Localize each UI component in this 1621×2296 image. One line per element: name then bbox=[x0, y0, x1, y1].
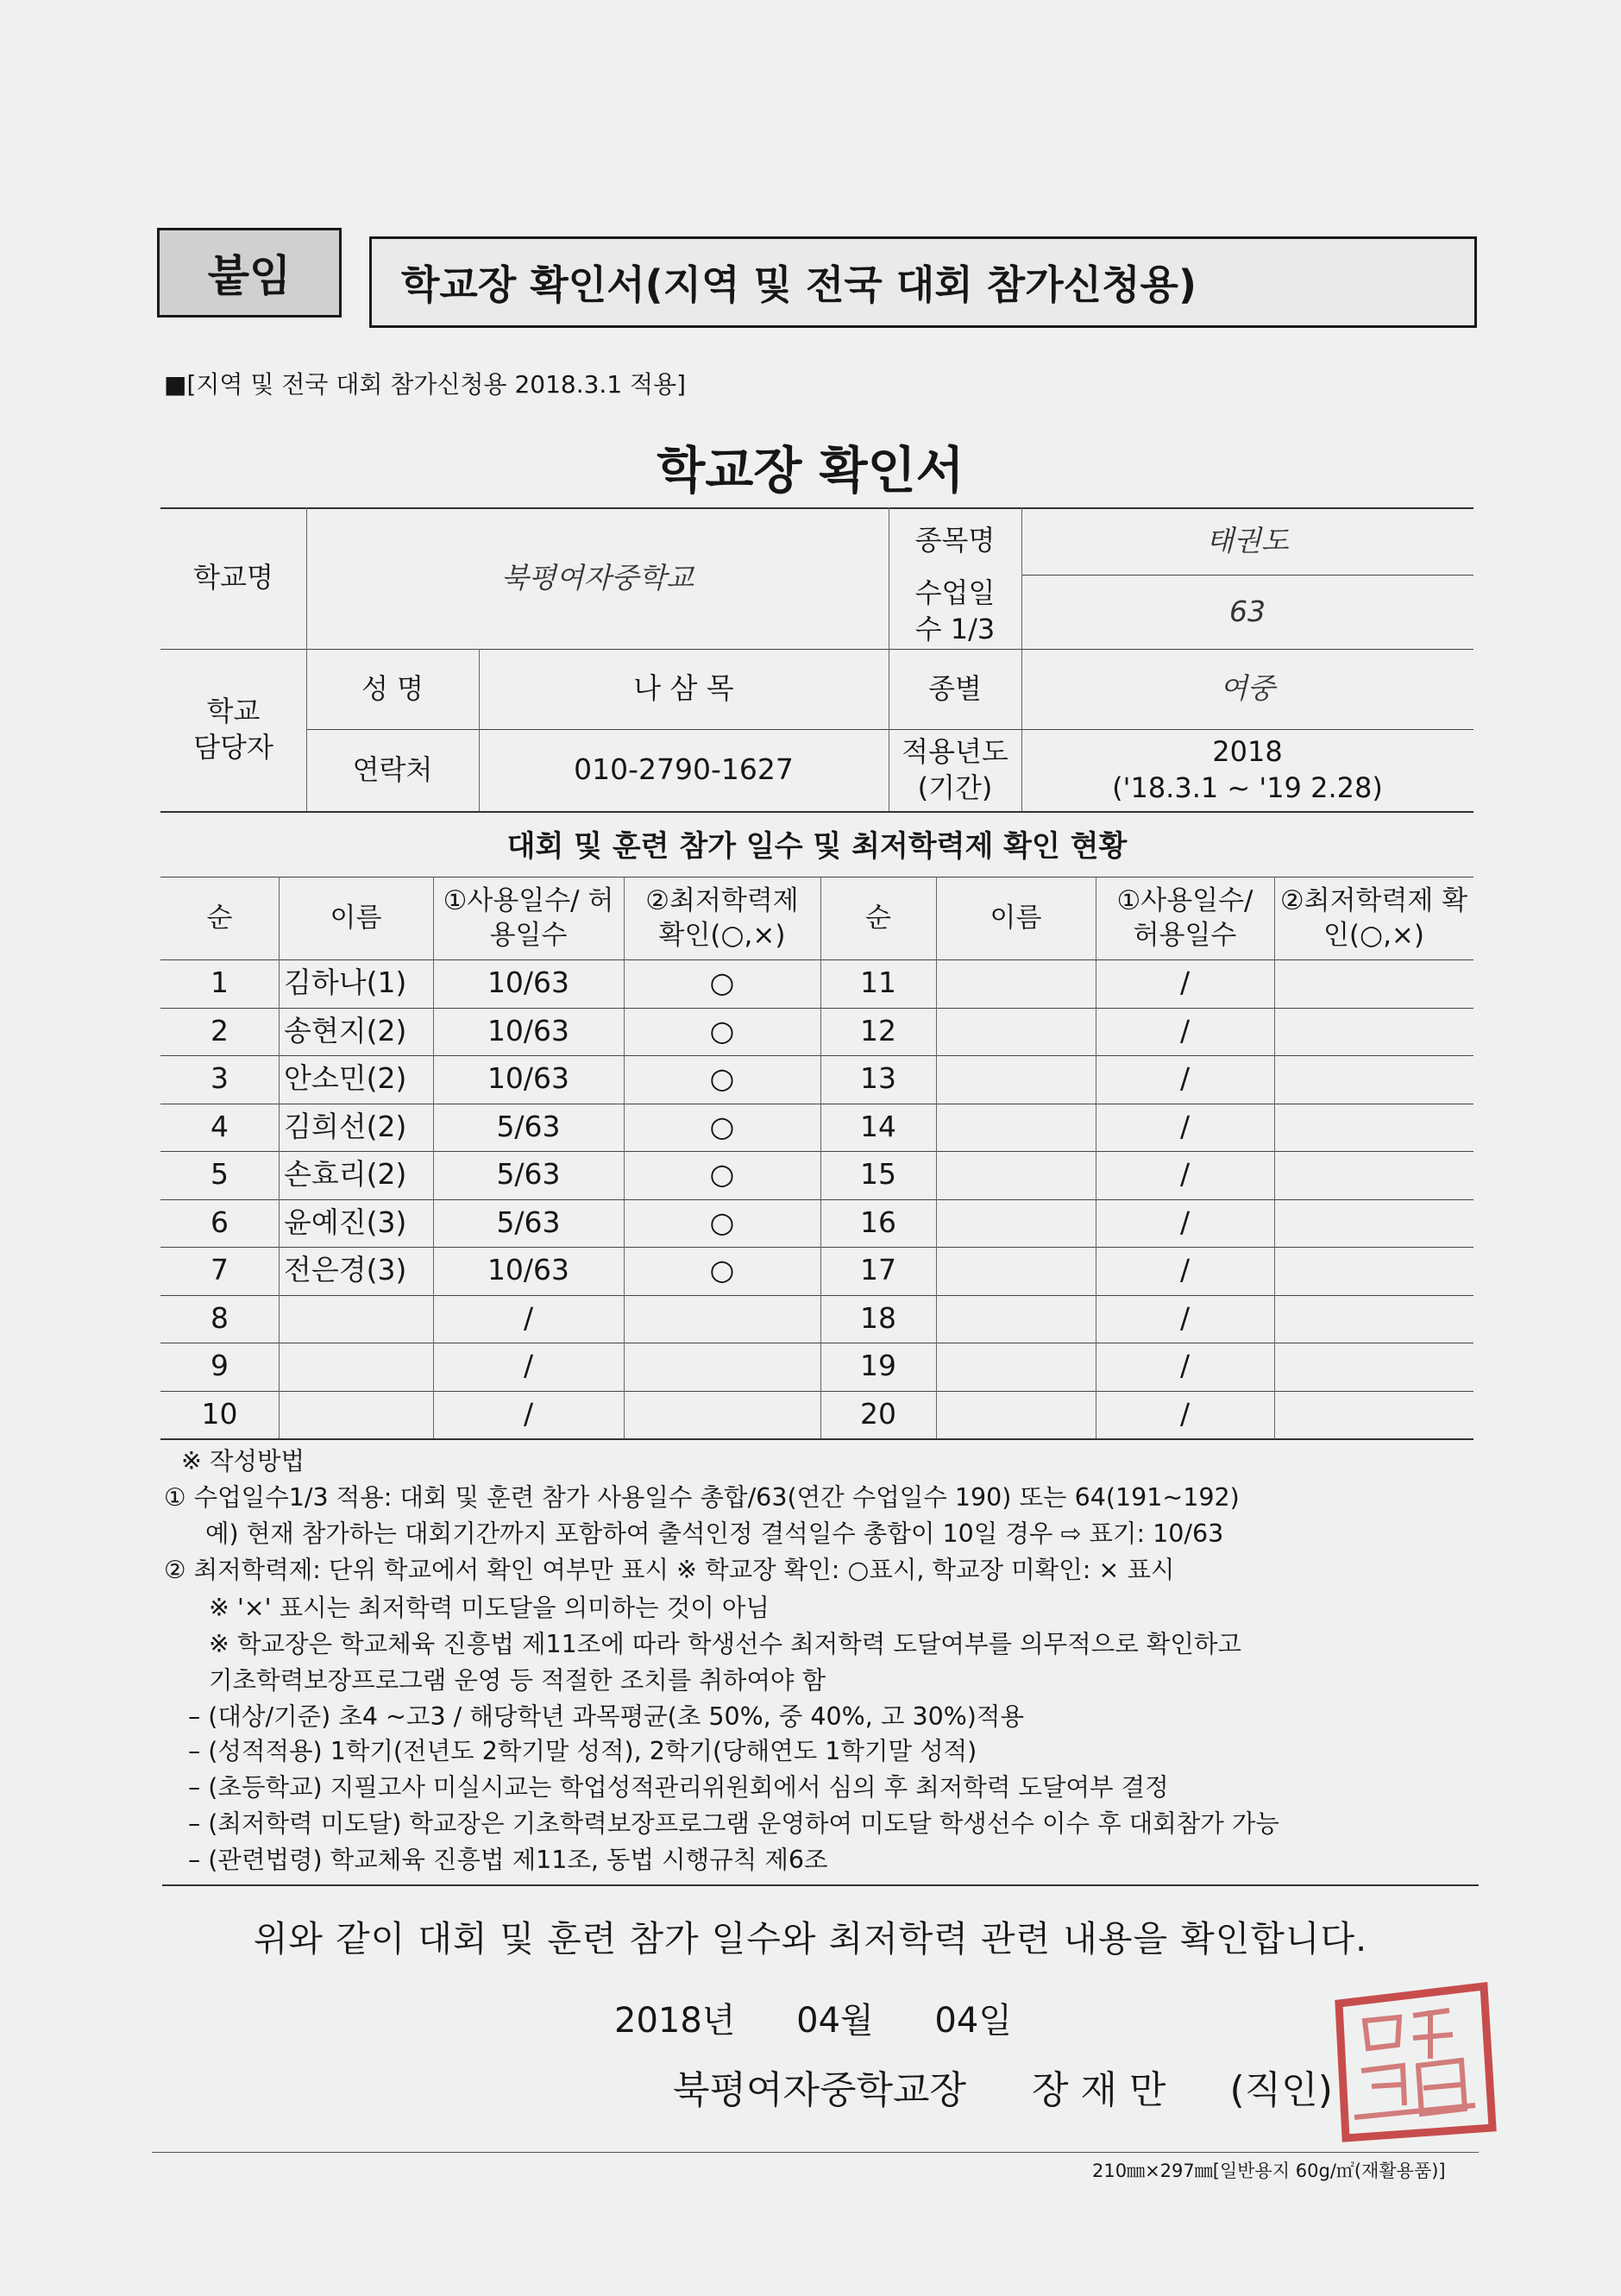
header-no-right: 순 bbox=[865, 902, 891, 934]
table-cell-name bbox=[936, 1343, 1096, 1391]
guide-line: – (대상/기준) 초4 ~고3 / 해당학년 과목평균(초 50%, 중 40%, 고 30%)적용 bbox=[188, 1702, 1024, 1731]
category-label: 종별 bbox=[928, 671, 982, 705]
section-title: 대회 및 훈련 참가 일수 및 최저학력제 확인 현황 bbox=[506, 828, 1128, 864]
guide-line: – (초등학교) 지필고사 미실시교는 학업성적관리위원회에서 심의 후 최저학력 도달여부 결정 bbox=[188, 1773, 1169, 1802]
table-cell-name bbox=[936, 1391, 1096, 1439]
header-check-left: ②최저학력제 확인(○,×) bbox=[645, 884, 799, 951]
table-cell-no: 18 bbox=[860, 1300, 896, 1335]
guide-line: ※ 학교장은 학교체육 진흥법 제11조에 따라 학생선수 최저학력 도달여부를 의무적으로 확인하고 bbox=[209, 1630, 1241, 1658]
table-cell-check bbox=[1274, 1247, 1473, 1295]
header-title: 학교장 확인서(지역 및 전국 대회 참가신청용) bbox=[369, 236, 1477, 328]
table-cell-days: / bbox=[523, 1349, 534, 1383]
header-name-left: 이름 bbox=[330, 902, 382, 934]
table-cell-no: 11 bbox=[860, 966, 896, 1000]
principal-school: 북평여자중학교장 bbox=[673, 2068, 967, 2112]
table-cell-check: ○ bbox=[709, 1061, 735, 1096]
document-title: 학교장 확인서 bbox=[657, 441, 964, 500]
guide-line: ② 최저학력제: 단위 학교에서 확인 여부만 표시 ※ 학교장 확인: ○표시, 학교장 미확인: × 표시 bbox=[164, 1556, 1175, 1584]
table-cell-no: 12 bbox=[860, 1013, 896, 1047]
table-cell-no: 1 bbox=[210, 966, 229, 1000]
header-name-right: 이름 bbox=[990, 902, 1042, 934]
issue-date bbox=[614, 1993, 1012, 2042]
table-cell-check: ○ bbox=[709, 1253, 735, 1287]
table-cell-check: ○ bbox=[709, 1109, 735, 1143]
confirmation-statement: 위와 같이 대회 및 훈련 참가 일수와 최저학력 관련 내용을 확인합니다. bbox=[253, 1918, 1368, 1959]
guide-line: 예) 현재 참가하는 대회기간까지 포함하여 출석인정 결석일수 총합이 10일 경우 ⇨ 표기: 10/63 bbox=[205, 1519, 1224, 1548]
official-seal bbox=[1320, 1976, 1503, 2145]
principal-name: 장 재 만 bbox=[1032, 2068, 1166, 2112]
table-cell-check bbox=[1274, 1199, 1473, 1248]
table-cell-no: 15 bbox=[860, 1157, 896, 1192]
paper-spec-footer: 210㎜×297㎜[일반용지 60g/㎡(재활용품)] bbox=[1092, 2161, 1446, 2181]
table-cell-name: 전은경(3) bbox=[284, 1253, 407, 1287]
phone-value: 010-2790-1627 bbox=[574, 752, 794, 787]
table-cell-no: 7 bbox=[210, 1253, 229, 1287]
table-cell-name: 손효리(2) bbox=[284, 1157, 407, 1192]
form-subtitle: ■[지역 및 전국 대회 참가신청용 2018.3.1 적용] bbox=[164, 370, 687, 399]
attachment-tag: 붙임 bbox=[157, 228, 342, 318]
table-cell-check bbox=[1274, 1151, 1473, 1199]
guide-line: 기초학력보장프로그램 운영 등 적절한 조치를 취하여야 함 bbox=[209, 1666, 826, 1695]
table-cell-no: 19 bbox=[860, 1349, 896, 1383]
table-cell-days: / bbox=[1179, 1061, 1191, 1096]
table-cell-check bbox=[1274, 1343, 1473, 1391]
table-cell-name: 김희선(2) bbox=[284, 1109, 407, 1143]
table-cell-days: / bbox=[523, 1396, 534, 1431]
school-name-value: 북평여자중학교 bbox=[500, 560, 694, 594]
name-label: 성 명 bbox=[361, 671, 424, 705]
table-cell-check bbox=[624, 1295, 820, 1343]
table-cell-check bbox=[1274, 1104, 1473, 1152]
table-cell-days: / bbox=[523, 1300, 534, 1335]
table-cell-name bbox=[936, 1055, 1096, 1104]
table-cell-days: / bbox=[1179, 1253, 1191, 1287]
table-cell-name bbox=[936, 1247, 1096, 1295]
table-cell-days: / bbox=[1179, 1013, 1191, 1047]
school-days-value: 63 bbox=[1229, 594, 1266, 628]
principal-line bbox=[673, 2059, 1333, 2114]
header-days-left: ①사용일수/ 허용일수 bbox=[443, 884, 614, 951]
sport-label: 종목명 bbox=[914, 524, 996, 557]
table-cell-no: 16 bbox=[860, 1205, 896, 1239]
table-cell-days: / bbox=[1179, 1300, 1191, 1335]
school-days-label: 수업일수 1/3 bbox=[914, 576, 996, 645]
date-year: 2018년 bbox=[614, 2001, 736, 2041]
header-check-right: ②최저학력제 확인(○,×) bbox=[1279, 884, 1468, 951]
table-cell-days: / bbox=[1179, 1109, 1191, 1143]
table-cell-days: 10/63 bbox=[487, 1253, 570, 1287]
table-cell-days: / bbox=[1179, 1157, 1191, 1192]
table-cell-no: 4 bbox=[210, 1109, 229, 1143]
table-cell-check bbox=[624, 1343, 820, 1391]
table-cell-no: 2 bbox=[210, 1013, 229, 1047]
guide-line: – (성적적용) 1학기(전년도 2학기말 성적), 2학기(당해연도 1학기말 성적) bbox=[188, 1737, 977, 1765]
table-cell-name bbox=[936, 1104, 1096, 1152]
table-cell-check bbox=[1274, 1391, 1473, 1439]
school-name-label: 학교명 bbox=[193, 561, 273, 594]
guide-line: – (관련법령) 학교체육 진흥법 제11조, 동법 시행규칙 제6조 bbox=[188, 1846, 828, 1874]
table-cell-name bbox=[936, 1008, 1096, 1056]
table-cell-check bbox=[1274, 1295, 1473, 1343]
table-cell-days: 10/63 bbox=[487, 1013, 570, 1047]
seal-label: (직인) bbox=[1229, 2068, 1333, 2112]
table-cell-no: 13 bbox=[860, 1061, 896, 1096]
table-cell-name bbox=[936, 1199, 1096, 1248]
contact-person-label: 학교 담당자 bbox=[193, 695, 273, 764]
table-cell-check bbox=[1274, 1008, 1473, 1056]
table-cell-check bbox=[1274, 1055, 1473, 1104]
table-cell-name: 김하나(1) bbox=[284, 966, 407, 1000]
apply-year: 2018 bbox=[1212, 734, 1283, 768]
table-cell-name bbox=[936, 959, 1096, 1008]
table-cell-no: 17 bbox=[860, 1253, 896, 1287]
guide-line: – (최저학력 미도달) 학교장은 기초학력보장프로그램 운영하여 미도달 학생선수 이수 후 대회참가 가능 bbox=[188, 1809, 1279, 1838]
date-day: 04일 bbox=[934, 2001, 1012, 2041]
sport-value: 태권도 bbox=[1206, 523, 1289, 557]
table-cell-days: 5/63 bbox=[496, 1205, 561, 1239]
table-cell-days: / bbox=[1179, 1396, 1191, 1431]
table-cell-name: 윤예진(3) bbox=[284, 1205, 407, 1239]
table-cell-days: / bbox=[1179, 966, 1191, 1000]
guide-line: ① 수업일수1/3 적용: 대회 및 훈련 참가 사용일수 총합/63(연간 수업일수 190) 또는 64(191~192) bbox=[164, 1483, 1240, 1512]
table-cell-name: 송현지(2) bbox=[284, 1013, 407, 1047]
apply-year-label: 적용년도 (기간) bbox=[902, 734, 1008, 804]
table-cell-check: ○ bbox=[709, 1157, 735, 1192]
guide-line: ※ 작성방법 bbox=[181, 1447, 305, 1475]
table-cell-name bbox=[936, 1295, 1096, 1343]
table-cell-no: 10 bbox=[201, 1396, 238, 1431]
table-cell-days: 10/63 bbox=[487, 1061, 570, 1096]
table-cell-days: 5/63 bbox=[496, 1109, 561, 1143]
table-cell-name bbox=[279, 1343, 433, 1391]
apply-period: ('18.3.1 ~ '19 2.28) bbox=[1112, 771, 1383, 804]
table-cell-no: 3 bbox=[210, 1061, 229, 1096]
table-cell-name: 안소민(2) bbox=[284, 1061, 407, 1096]
table-cell-no: 20 bbox=[860, 1396, 896, 1431]
table-cell-check: ○ bbox=[709, 1205, 735, 1239]
table-cell-name bbox=[936, 1151, 1096, 1199]
table-cell-days: 10/63 bbox=[487, 966, 570, 1000]
guide-line: ※ '×' 표시는 최저학력 미도달을 의미하는 것이 아님 bbox=[209, 1594, 770, 1622]
header-days-right: ①사용일수/ 허용일수 bbox=[1116, 884, 1253, 951]
table-cell-check bbox=[624, 1391, 820, 1439]
table-cell-name bbox=[279, 1295, 433, 1343]
table-cell-check bbox=[1274, 959, 1473, 1008]
table-cell-no: 9 bbox=[210, 1349, 229, 1383]
date-month: 04월 bbox=[796, 2001, 874, 2041]
name-value: 나 삼 목 bbox=[633, 671, 734, 706]
table-cell-no: 8 bbox=[210, 1300, 229, 1335]
apply-year-value bbox=[1021, 729, 1473, 811]
table-cell-no: 14 bbox=[860, 1109, 896, 1143]
table-cell-name bbox=[279, 1391, 433, 1439]
table-cell-no: 6 bbox=[210, 1205, 229, 1239]
table-cell-no: 5 bbox=[210, 1157, 229, 1192]
table-cell-days: / bbox=[1179, 1349, 1191, 1383]
table-cell-check: ○ bbox=[709, 1013, 735, 1047]
table-cell-days: 5/63 bbox=[496, 1157, 561, 1192]
table-cell-check: ○ bbox=[709, 966, 735, 1000]
header-no-left: 순 bbox=[206, 902, 233, 934]
table-cell-days: / bbox=[1179, 1205, 1191, 1239]
phone-label: 연락처 bbox=[352, 752, 433, 786]
category-value: 여중 bbox=[1220, 671, 1275, 706]
